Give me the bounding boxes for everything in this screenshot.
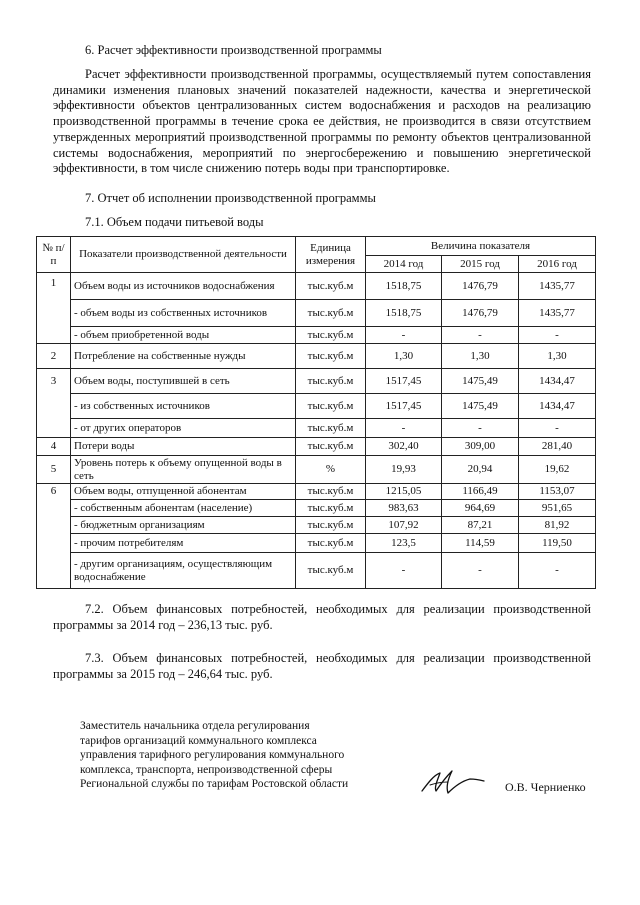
row-value-2015: 87,21 bbox=[442, 517, 519, 534]
section-7-1-heading: 7.1. Объем подачи питьевой воды bbox=[85, 215, 264, 229]
paragraph-7-2: 7.2. Объем финансовых потребностей, необходимых для реализации производственной программы за 2014 год – 236,13 тыс. руб. bbox=[53, 602, 591, 632]
row-value-2014: 983,63 bbox=[366, 500, 442, 517]
header-year-2014: 2014 год bbox=[366, 256, 442, 273]
row-unit: тыс.куб.м bbox=[296, 394, 366, 419]
row-value-2014: 1517,45 bbox=[366, 369, 442, 394]
signatory-line: управления тарифного регулирования коммунального bbox=[80, 749, 345, 762]
signatory-line: комплекса, транспорта, непроизводственной сферы bbox=[80, 763, 333, 776]
row-unit: тыс.куб.м bbox=[296, 369, 366, 394]
row-value-2015: 20,94 bbox=[442, 456, 519, 484]
row-unit: тыс.куб.м bbox=[296, 517, 366, 534]
header-year-2015: 2015 год bbox=[442, 256, 519, 273]
row-value-2016: 1434,47 bbox=[519, 394, 596, 419]
table-row bbox=[37, 394, 596, 419]
table-row bbox=[37, 534, 596, 553]
table-row bbox=[37, 438, 596, 456]
row-name: - от других операторов bbox=[71, 419, 296, 438]
row-value-2016: 281,40 bbox=[519, 438, 596, 456]
row-value-2016: 81,92 bbox=[519, 517, 596, 534]
row-value-2014: 1517,45 bbox=[366, 394, 442, 419]
row-value-2014: 1518,75 bbox=[366, 273, 442, 300]
table-row bbox=[37, 369, 596, 394]
row-value-2016: 1,30 bbox=[519, 344, 596, 369]
row-value-2015: 1476,79 bbox=[442, 273, 519, 300]
row-value-2014: 1518,75 bbox=[366, 300, 442, 327]
table-row bbox=[37, 484, 596, 500]
row-value-2014: - bbox=[366, 327, 442, 344]
table-row bbox=[37, 344, 596, 369]
header-value: Величина показателя bbox=[366, 237, 596, 256]
row-value-2016: - bbox=[519, 419, 596, 438]
row-value-2016: 119,50 bbox=[519, 534, 596, 553]
row-name: - другим организациям, осуществляющим водоснабжение bbox=[71, 553, 296, 589]
row-num: 2 bbox=[37, 344, 71, 369]
row-num: 6 bbox=[37, 484, 71, 589]
signatory-line: тарифов организаций коммунального комплекса bbox=[80, 734, 317, 747]
section-6-heading: 6. Расчет эффективности производственной программы bbox=[85, 43, 382, 57]
table-row bbox=[37, 553, 596, 589]
row-name: Потребление на собственные нужды bbox=[71, 344, 296, 369]
row-value-2016: - bbox=[519, 327, 596, 344]
row-name: Объем воды, поступившей в сеть bbox=[71, 369, 296, 394]
row-value-2015: - bbox=[442, 553, 519, 589]
row-name: Объем воды из источников водоснабжения bbox=[71, 273, 296, 300]
row-name: - прочим потребителям bbox=[71, 534, 296, 553]
row-unit: тыс.куб.м bbox=[296, 327, 366, 344]
row-unit: тыс.куб.м bbox=[296, 273, 366, 300]
row-value-2016: - bbox=[519, 553, 596, 589]
row-name: - собственным абонентам (население) bbox=[71, 500, 296, 517]
row-name: - объем приобретенной воды bbox=[71, 327, 296, 344]
row-name: - бюджетным организациям bbox=[71, 517, 296, 534]
row-value-2015: - bbox=[442, 327, 519, 344]
row-value-2014: 19,93 bbox=[366, 456, 442, 484]
row-value-2014: - bbox=[366, 419, 442, 438]
row-value-2016: 1434,47 bbox=[519, 369, 596, 394]
row-num: 3 bbox=[37, 369, 71, 438]
paragraph-7-3: 7.3. Объем финансовых потребностей, необходимых для реализации производственной программы за 2015 год – 246,64 тыс. руб. bbox=[53, 651, 591, 681]
row-value-2016: 951,65 bbox=[519, 500, 596, 517]
row-unit: тыс.куб.м bbox=[296, 534, 366, 553]
row-value-2014: 302,40 bbox=[366, 438, 442, 456]
row-value-2014: 1,30 bbox=[366, 344, 442, 369]
signatory-block bbox=[80, 719, 348, 792]
row-value-2015: 114,59 bbox=[442, 534, 519, 553]
row-unit: тыс.куб.м bbox=[296, 500, 366, 517]
row-value-2014: 107,92 bbox=[366, 517, 442, 534]
signatory-line: Заместитель начальника отдела регулирования bbox=[80, 720, 310, 732]
row-name: Объем воды, отпущенной абонентам bbox=[71, 484, 296, 500]
row-value-2014: 123,5 bbox=[366, 534, 442, 553]
row-unit: тыс.куб.м bbox=[296, 300, 366, 327]
row-name: - объем воды из собственных источников bbox=[71, 300, 296, 327]
handwritten-signature bbox=[418, 765, 488, 799]
row-name: Потери воды bbox=[71, 438, 296, 456]
section-6-paragraph: Расчет эффективности производственной программы, осуществляемый путем сопоставления динамики изменения плановых значений показателей надежности, качества и энергетической эффективности объектов централизованных систем водоснабжения и расходов на реализацию производственной программы в течение срока ее действия, не производится в связи отсутствием утвержденных мероприятий производственной программы по ремонту объектов централизованной системы водоснабжения, мероприятий по энергосбережению и повышению энергетической эффективности, в том числе снижению потерь воды при транспортировке. bbox=[53, 67, 591, 176]
signatory-name: О.В. Черниенко bbox=[505, 780, 586, 794]
table-row bbox=[37, 517, 596, 534]
row-value-2015: 1166,49 bbox=[442, 484, 519, 500]
row-num: 1 bbox=[37, 273, 71, 344]
row-value-2016: 1435,77 bbox=[519, 273, 596, 300]
row-value-2015: 1,30 bbox=[442, 344, 519, 369]
row-unit: тыс.куб.м bbox=[296, 438, 366, 456]
table-row bbox=[37, 500, 596, 517]
water-supply-table bbox=[36, 236, 596, 589]
header-unit: Единица измерения bbox=[296, 237, 366, 273]
row-value-2016: 1153,07 bbox=[519, 484, 596, 500]
row-value-2015: 964,69 bbox=[442, 500, 519, 517]
row-value-2015: 1475,49 bbox=[442, 369, 519, 394]
row-unit: % bbox=[296, 456, 366, 484]
row-num: 5 bbox=[37, 456, 71, 484]
row-value-2015: 1475,49 bbox=[442, 394, 519, 419]
signatory-line: Региональной службы по тарифам Ростовской области bbox=[80, 778, 349, 791]
row-value-2014: 1215,05 bbox=[366, 484, 442, 500]
table-row bbox=[37, 419, 596, 438]
section-7-heading: 7. Отчет об исполнении производственной программы bbox=[85, 191, 376, 205]
row-value-2015: - bbox=[442, 419, 519, 438]
header-num: № п/п bbox=[37, 237, 71, 273]
row-unit: тыс.куб.м bbox=[296, 344, 366, 369]
table-row bbox=[37, 456, 596, 484]
row-value-2016: 1435,77 bbox=[519, 300, 596, 327]
row-value-2015: 309,00 bbox=[442, 438, 519, 456]
row-num: 4 bbox=[37, 438, 71, 456]
header-indicator: Показатели производственной деятельности bbox=[71, 237, 296, 273]
row-name: - из собственных источников bbox=[71, 394, 296, 419]
row-name: Уровень потерь к объему опущенной воды в сеть bbox=[71, 456, 296, 484]
row-value-2014: - bbox=[366, 553, 442, 589]
table-row bbox=[37, 327, 596, 344]
table-row bbox=[37, 273, 596, 300]
header-year-2016: 2016 год bbox=[519, 256, 596, 273]
row-unit: тыс.куб.м bbox=[296, 419, 366, 438]
table-row bbox=[37, 300, 596, 327]
row-value-2016: 19,62 bbox=[519, 456, 596, 484]
row-unit: тыс.куб.м bbox=[296, 553, 366, 589]
row-unit: тыс.куб.м bbox=[296, 484, 366, 500]
row-value-2015: 1476,79 bbox=[442, 300, 519, 327]
